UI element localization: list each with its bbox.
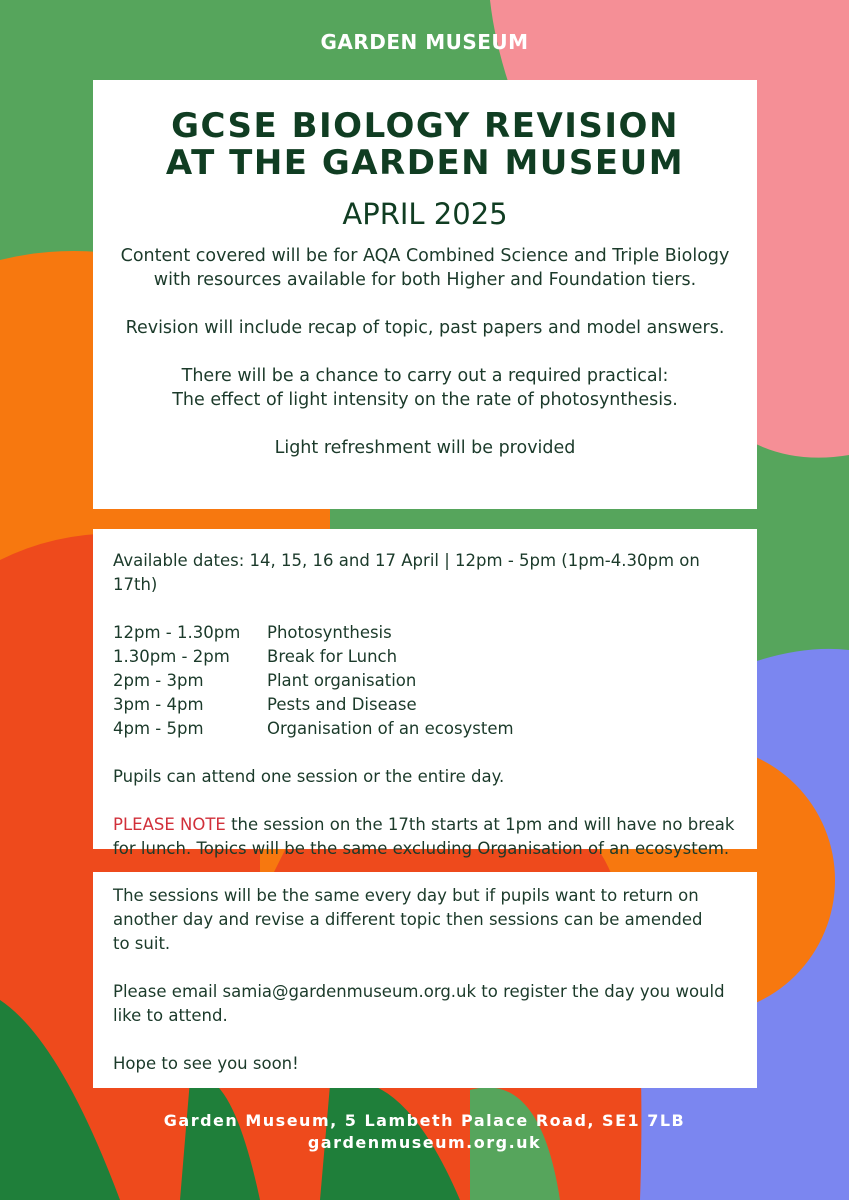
subtitle-date: APRIL 2025 [342, 197, 508, 231]
please-note-label: PLEASE NOTE [113, 815, 226, 834]
schedule-panel [93, 529, 757, 858]
schedule-row [113, 693, 737, 717]
available-dates: Available dates: 14, 15, 16 and 17 April | 12pm - 5pm (1pm-4.30pm on 17th) [113, 551, 700, 594]
schedule-topic: Break for Lunch [267, 647, 398, 666]
schedule-time: 1.30pm - 2pm [113, 647, 230, 666]
info-p2-line2: like to attend. [113, 1006, 228, 1025]
intro-p1-line1: Content covered will be for AQA Combined Science and Triple Biology [120, 246, 730, 266]
info-p1-line1: The sessions will be the same every day but if pupils want to return on [113, 886, 699, 905]
info-panel [93, 872, 757, 1088]
schedule-time: 3pm - 4pm [113, 695, 204, 714]
intro-paragraph-practical [93, 364, 757, 412]
schedule-row [113, 717, 737, 741]
schedule-row [113, 621, 737, 645]
footer [0, 1110, 849, 1154]
info-sign-off: Hope to see you soon! [113, 1054, 299, 1073]
please-note-line2: for lunch. Topics will be the same excluding Organisation of an ecosystem. [113, 839, 730, 858]
schedule-row [113, 669, 737, 693]
footer-website: gardenmuseum.org.uk [307, 1133, 542, 1152]
intro-p3-line1: There will be a chance to carry out a required practical: [181, 366, 669, 386]
footer-address: Garden Museum, 5 Lambeth Palace Road, SE1 7LB [163, 1111, 686, 1130]
please-note-line1 [113, 813, 737, 837]
intro-paragraph-refreshment: Light refreshment will be provided [274, 438, 576, 458]
info-p1-line2: another day and revise a different topic then sessions can be amended [113, 910, 703, 929]
masthead-logo: GARDEN MUSEUM [320, 30, 529, 54]
info-paragraph-email [113, 980, 737, 1028]
intro-paragraph-content [93, 244, 757, 292]
info-paragraph-amend [113, 884, 737, 956]
intro-p1-line2: with resources available for both Higher and Foundation tiers. [153, 270, 697, 290]
page-title [93, 108, 757, 182]
schedule-table [113, 621, 737, 741]
schedule-time: 2pm - 3pm [113, 671, 204, 690]
attendance-note: Pupils can attend one session or the entire day. [113, 767, 505, 786]
intro-panel [93, 80, 757, 509]
title-line-1: GCSE BIOLOGY REVISION [171, 106, 679, 146]
schedule-time: 12pm - 1.30pm [113, 623, 241, 642]
schedule-row [113, 645, 737, 669]
please-note-text: the session on the 17th starts at 1pm and will have no break [225, 815, 735, 834]
schedule-topic: Organisation of an ecosystem [267, 719, 514, 738]
schedule-time: 4pm - 5pm [113, 719, 204, 738]
title-line-2: AT THE GARDEN MUSEUM [165, 143, 685, 183]
intro-p3-line2: The effect of light intensity on the rate of photosynthesis. [172, 390, 678, 410]
info-p1-line3: to suit. [113, 934, 171, 953]
intro-paragraph-revision: Revision will include recap of topic, past papers and model answers. [125, 318, 725, 338]
schedule-topic: Pests and Disease [267, 695, 417, 714]
schedule-topic: Plant organisation [267, 671, 417, 690]
schedule-topic: Photosynthesis [267, 623, 392, 642]
info-p2-line1: Please email samia@gardenmuseum.org.uk to register the day you would [113, 982, 725, 1001]
please-note [113, 813, 737, 861]
